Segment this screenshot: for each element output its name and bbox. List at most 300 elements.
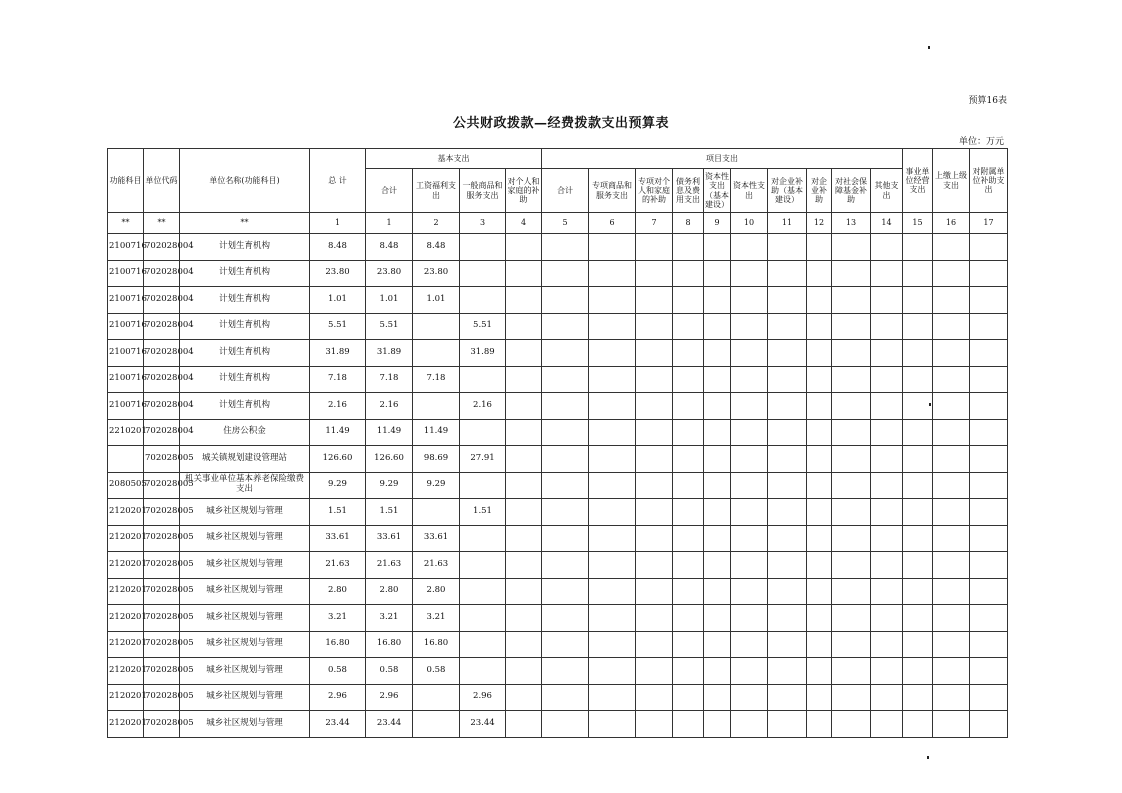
- basic-sum-cell: 23.44: [366, 711, 413, 738]
- empty-cell: [589, 446, 636, 473]
- empty-cell: [731, 711, 768, 738]
- func-code-cell: 2100716: [108, 234, 144, 261]
- col-number: 17: [970, 213, 1008, 234]
- empty-cell: [589, 472, 636, 499]
- empty-cell: [731, 631, 768, 658]
- total-cell: 8.48: [310, 234, 366, 261]
- total-cell: 9.29: [310, 472, 366, 499]
- empty-cell: [589, 234, 636, 261]
- empty-cell: [807, 419, 832, 446]
- unit-code-cell: 702028005: [144, 472, 180, 499]
- empty-cell: [704, 446, 731, 473]
- empty-cell: [768, 260, 807, 287]
- empty-cell: [970, 393, 1008, 420]
- func-code-cell: 2080505: [108, 472, 144, 499]
- col-number: 12: [807, 213, 832, 234]
- salary-cell: 8.48: [413, 234, 460, 261]
- empty-cell: [731, 684, 768, 711]
- empty-cell: [673, 366, 704, 393]
- unit-name-cell: 城乡社区规划与管理: [180, 605, 310, 632]
- empty-cell: [903, 658, 933, 685]
- empty-cell: [832, 658, 871, 685]
- empty-cell: [542, 525, 589, 552]
- empty-cell: [832, 711, 871, 738]
- empty-cell: [903, 605, 933, 632]
- goods-services-cell: 5.51: [460, 313, 506, 340]
- empty-cell: [731, 234, 768, 261]
- empty-cell: [903, 366, 933, 393]
- empty-cell: [970, 658, 1008, 685]
- empty-cell: [589, 631, 636, 658]
- col-number: 13: [832, 213, 871, 234]
- empty-cell: [506, 313, 542, 340]
- empty-cell: [731, 552, 768, 579]
- empty-cell: [933, 711, 970, 738]
- unit-code-cell: 702028005: [144, 605, 180, 632]
- unit-name-cell: 计划生育机构: [180, 366, 310, 393]
- empty-cell: [832, 340, 871, 367]
- header-project-expense: 项目支出: [542, 149, 903, 169]
- goods-services-cell: 2.96: [460, 684, 506, 711]
- empty-cell: [807, 366, 832, 393]
- unit-code-cell: 702028005: [144, 658, 180, 685]
- salary-cell: 0.58: [413, 658, 460, 685]
- total-cell: 126.60: [310, 446, 366, 473]
- empty-cell: [832, 472, 871, 499]
- empty-cell: [506, 525, 542, 552]
- empty-cell: [768, 234, 807, 261]
- unit-code-cell: 702028004: [144, 340, 180, 367]
- salary-cell: 33.61: [413, 525, 460, 552]
- empty-cell: [871, 552, 903, 579]
- empty-cell: [933, 472, 970, 499]
- header-capital-basic: 资本性支出（基本建设）: [704, 169, 731, 213]
- empty-cell: [807, 340, 832, 367]
- header-affiliated-subsidy: 对附属单位补助支出: [970, 149, 1008, 213]
- unit-code-cell: 702028005: [144, 552, 180, 579]
- header-project-sum: 合计: [542, 169, 589, 213]
- empty-cell: [704, 393, 731, 420]
- empty-cell: [673, 446, 704, 473]
- empty-cell: [506, 711, 542, 738]
- empty-cell: [589, 260, 636, 287]
- table-number-label: 预算16表: [968, 96, 1007, 106]
- empty-cell: [704, 552, 731, 579]
- header-personal-subsidy: 对个人和家庭的补助: [506, 169, 542, 213]
- empty-cell: [673, 631, 704, 658]
- goods-services-cell: [460, 234, 506, 261]
- empty-cell: [970, 552, 1008, 579]
- empty-cell: [933, 605, 970, 632]
- page-title: 公共财政拨款—经费拨款支出预算表: [452, 116, 669, 131]
- empty-cell: [704, 631, 731, 658]
- empty-cell: [589, 313, 636, 340]
- salary-cell: 21.63: [413, 552, 460, 579]
- empty-cell: [768, 419, 807, 446]
- empty-cell: [871, 340, 903, 367]
- empty-cell: [970, 366, 1008, 393]
- total-cell: 1.51: [310, 499, 366, 526]
- empty-cell: [933, 499, 970, 526]
- empty-cell: [768, 525, 807, 552]
- total-cell: 23.80: [310, 260, 366, 287]
- empty-cell: [832, 419, 871, 446]
- empty-cell: [704, 472, 731, 499]
- empty-cell: [636, 287, 673, 314]
- empty-cell: [871, 684, 903, 711]
- empty-cell: [673, 578, 704, 605]
- empty-cell: [768, 711, 807, 738]
- total-cell: 16.80: [310, 631, 366, 658]
- header-social-security: 对社会保障基金补助: [832, 169, 871, 213]
- empty-cell: [768, 499, 807, 526]
- empty-cell: [933, 313, 970, 340]
- header-institution-operating: 事业单位经营支出: [903, 149, 933, 213]
- unit-name-cell: 计划生育机构: [180, 287, 310, 314]
- empty-cell: [589, 684, 636, 711]
- scan-speck: [927, 756, 929, 759]
- column-number-row: [108, 213, 1008, 234]
- empty-cell: [903, 631, 933, 658]
- goods-services-cell: [460, 366, 506, 393]
- empty-cell: [768, 313, 807, 340]
- empty-cell: [704, 499, 731, 526]
- unit-name-cell: 城乡社区规划与管理: [180, 684, 310, 711]
- empty-cell: [506, 499, 542, 526]
- empty-cell: [542, 472, 589, 499]
- empty-cell: [542, 393, 589, 420]
- func-code-cell: 2120201: [108, 552, 144, 579]
- table-row: [108, 578, 1008, 605]
- empty-cell: [970, 605, 1008, 632]
- unit-code-cell: 702028005: [144, 499, 180, 526]
- basic-sum-cell: 8.48: [366, 234, 413, 261]
- table-row: [108, 260, 1008, 287]
- empty-cell: [506, 393, 542, 420]
- empty-cell: [636, 260, 673, 287]
- empty-cell: [673, 313, 704, 340]
- empty-cell: [589, 393, 636, 420]
- salary-cell: [413, 711, 460, 738]
- empty-cell: [832, 499, 871, 526]
- salary-cell: 16.80: [413, 631, 460, 658]
- header-basic-sum: 合计: [366, 169, 413, 213]
- unit-name-cell: 城乡社区规划与管理: [180, 525, 310, 552]
- empty-cell: [589, 419, 636, 446]
- func-code-cell: 2120201: [108, 578, 144, 605]
- empty-cell: [636, 525, 673, 552]
- header-special-personal: 专项对个人和家庭的补助: [636, 169, 673, 213]
- empty-cell: [673, 711, 704, 738]
- empty-cell: [731, 605, 768, 632]
- empty-cell: [704, 260, 731, 287]
- table-row: [108, 287, 1008, 314]
- salary-cell: [413, 684, 460, 711]
- unit-code-cell: 702028004: [144, 393, 180, 420]
- empty-cell: [636, 446, 673, 473]
- empty-cell: [636, 472, 673, 499]
- scan-speck: [928, 46, 930, 49]
- empty-cell: [636, 631, 673, 658]
- empty-cell: [704, 605, 731, 632]
- basic-sum-cell: 2.80: [366, 578, 413, 605]
- func-code-cell: 2120201: [108, 684, 144, 711]
- empty-cell: [933, 234, 970, 261]
- empty-cell: [673, 393, 704, 420]
- table-row: [108, 552, 1008, 579]
- empty-cell: [903, 287, 933, 314]
- empty-cell: [731, 287, 768, 314]
- goods-services-cell: [460, 605, 506, 632]
- empty-cell: [903, 525, 933, 552]
- col-number: 7: [636, 213, 673, 234]
- salary-cell: [413, 340, 460, 367]
- table-row: [108, 340, 1008, 367]
- total-cell: 2.96: [310, 684, 366, 711]
- empty-cell: [970, 578, 1008, 605]
- func-code-cell: [108, 446, 144, 473]
- empty-cell: [871, 234, 903, 261]
- empty-cell: [636, 499, 673, 526]
- empty-cell: [731, 393, 768, 420]
- empty-cell: [933, 658, 970, 685]
- table-body: [108, 234, 1008, 738]
- basic-sum-cell: 3.21: [366, 605, 413, 632]
- func-code-cell: 2100716: [108, 393, 144, 420]
- empty-cell: [832, 525, 871, 552]
- unit-code-cell: 702028004: [144, 287, 180, 314]
- empty-cell: [970, 313, 1008, 340]
- salary-cell: 3.21: [413, 605, 460, 632]
- salary-cell: 9.29: [413, 472, 460, 499]
- empty-cell: [933, 393, 970, 420]
- empty-cell: [903, 578, 933, 605]
- table-row: [108, 499, 1008, 526]
- unit-name-cell: 城乡社区规划与管理: [180, 631, 310, 658]
- table-row: [108, 711, 1008, 738]
- table-row: [108, 366, 1008, 393]
- empty-cell: [589, 578, 636, 605]
- salary-cell: [413, 313, 460, 340]
- star-cell: **: [108, 213, 144, 234]
- unit-code-cell: 702028005: [144, 446, 180, 473]
- unit-code-cell: 702028004: [144, 234, 180, 261]
- basic-sum-cell: 16.80: [366, 631, 413, 658]
- empty-cell: [731, 578, 768, 605]
- empty-cell: [903, 499, 933, 526]
- empty-cell: [542, 684, 589, 711]
- func-code-cell: 2100716: [108, 260, 144, 287]
- empty-cell: [871, 419, 903, 446]
- salary-cell: [413, 499, 460, 526]
- empty-cell: [673, 287, 704, 314]
- table-row: [108, 234, 1008, 261]
- basic-sum-cell: 126.60: [366, 446, 413, 473]
- empty-cell: [704, 340, 731, 367]
- basic-sum-cell: 11.49: [366, 419, 413, 446]
- table-row: [108, 525, 1008, 552]
- empty-cell: [589, 340, 636, 367]
- col-number: 16: [933, 213, 970, 234]
- empty-cell: [903, 552, 933, 579]
- goods-services-cell: [460, 287, 506, 314]
- empty-cell: [589, 658, 636, 685]
- header-salary-welfare: 工资福利支出: [413, 169, 460, 213]
- empty-cell: [589, 366, 636, 393]
- col-number: 15: [903, 213, 933, 234]
- empty-cell: [636, 658, 673, 685]
- empty-cell: [871, 446, 903, 473]
- empty-cell: [903, 684, 933, 711]
- empty-cell: [731, 658, 768, 685]
- header-goods-services: 一般商品和服务支出: [460, 169, 506, 213]
- empty-cell: [542, 658, 589, 685]
- empty-cell: [506, 287, 542, 314]
- col-number: 1: [310, 213, 366, 234]
- table-row: [108, 631, 1008, 658]
- total-cell: 3.21: [310, 605, 366, 632]
- unit-name-cell: 城乡社区规划与管理: [180, 578, 310, 605]
- salary-cell: [413, 393, 460, 420]
- empty-cell: [731, 260, 768, 287]
- empty-cell: [704, 578, 731, 605]
- goods-services-cell: [460, 419, 506, 446]
- func-code-cell: 2120201: [108, 631, 144, 658]
- empty-cell: [933, 552, 970, 579]
- empty-cell: [731, 313, 768, 340]
- star-cell: **: [180, 213, 310, 234]
- empty-cell: [871, 711, 903, 738]
- header-unit-name: 单位名称(功能科目): [180, 149, 310, 213]
- empty-cell: [832, 605, 871, 632]
- header-special-goods: 专项商品和服务支出: [589, 169, 636, 213]
- empty-cell: [832, 260, 871, 287]
- goods-services-cell: [460, 525, 506, 552]
- empty-cell: [542, 340, 589, 367]
- empty-cell: [807, 313, 832, 340]
- func-code-cell: 2100716: [108, 340, 144, 367]
- empty-cell: [832, 552, 871, 579]
- empty-cell: [768, 578, 807, 605]
- empty-cell: [807, 711, 832, 738]
- total-cell: 2.80: [310, 578, 366, 605]
- star-cell: **: [144, 213, 180, 234]
- empty-cell: [970, 499, 1008, 526]
- empty-cell: [542, 446, 589, 473]
- empty-cell: [506, 366, 542, 393]
- func-code-cell: 2120201: [108, 711, 144, 738]
- empty-cell: [933, 366, 970, 393]
- total-cell: 21.63: [310, 552, 366, 579]
- empty-cell: [970, 525, 1008, 552]
- empty-cell: [933, 525, 970, 552]
- empty-cell: [589, 605, 636, 632]
- header-upper-payment: 上缴上级支出: [933, 149, 970, 213]
- empty-cell: [832, 631, 871, 658]
- empty-cell: [832, 393, 871, 420]
- empty-cell: [970, 472, 1008, 499]
- empty-cell: [589, 525, 636, 552]
- empty-cell: [542, 605, 589, 632]
- empty-cell: [542, 287, 589, 314]
- basic-sum-cell: 33.61: [366, 525, 413, 552]
- empty-cell: [970, 340, 1008, 367]
- empty-cell: [807, 631, 832, 658]
- empty-cell: [542, 499, 589, 526]
- goods-services-cell: 23.44: [460, 711, 506, 738]
- empty-cell: [768, 340, 807, 367]
- empty-cell: [832, 366, 871, 393]
- salary-cell: 23.80: [413, 260, 460, 287]
- empty-cell: [542, 578, 589, 605]
- total-cell: 11.49: [310, 419, 366, 446]
- empty-cell: [903, 313, 933, 340]
- empty-cell: [903, 419, 933, 446]
- empty-cell: [673, 684, 704, 711]
- table-row: [108, 472, 1008, 499]
- empty-cell: [970, 711, 1008, 738]
- empty-cell: [903, 340, 933, 367]
- func-code-cell: 2100716: [108, 313, 144, 340]
- unit-code-cell: 702028005: [144, 525, 180, 552]
- empty-cell: [731, 446, 768, 473]
- unit-code-cell: 702028004: [144, 260, 180, 287]
- goods-services-cell: [460, 552, 506, 579]
- table-row: [108, 684, 1008, 711]
- empty-cell: [506, 419, 542, 446]
- empty-cell: [871, 525, 903, 552]
- empty-cell: [970, 419, 1008, 446]
- empty-cell: [704, 313, 731, 340]
- basic-sum-cell: 23.80: [366, 260, 413, 287]
- empty-cell: [807, 552, 832, 579]
- goods-services-cell: 31.89: [460, 340, 506, 367]
- func-code-cell: 2100716: [108, 287, 144, 314]
- basic-sum-cell: 7.18: [366, 366, 413, 393]
- empty-cell: [871, 658, 903, 685]
- unit-name-cell: 计划生育机构: [180, 260, 310, 287]
- empty-cell: [933, 340, 970, 367]
- empty-cell: [832, 578, 871, 605]
- empty-cell: [506, 472, 542, 499]
- empty-cell: [807, 499, 832, 526]
- empty-cell: [933, 419, 970, 446]
- empty-cell: [636, 419, 673, 446]
- empty-cell: [832, 684, 871, 711]
- total-cell: 2.16: [310, 393, 366, 420]
- empty-cell: [636, 552, 673, 579]
- empty-cell: [970, 234, 1008, 261]
- empty-cell: [903, 234, 933, 261]
- empty-cell: [871, 287, 903, 314]
- empty-cell: [731, 472, 768, 499]
- empty-cell: [807, 234, 832, 261]
- header-total: 总 计: [310, 149, 366, 213]
- empty-cell: [542, 366, 589, 393]
- empty-cell: [673, 525, 704, 552]
- total-cell: 0.58: [310, 658, 366, 685]
- func-code-cell: 2210201: [108, 419, 144, 446]
- unit-name-cell: 计划生育机构: [180, 313, 310, 340]
- empty-cell: [768, 446, 807, 473]
- unit-name-cell: 住房公积金: [180, 419, 310, 446]
- empty-cell: [636, 340, 673, 367]
- empty-cell: [636, 684, 673, 711]
- unit-code-cell: 702028004: [144, 366, 180, 393]
- basic-sum-cell: 31.89: [366, 340, 413, 367]
- unit-name-cell: 城乡社区规划与管理: [180, 658, 310, 685]
- empty-cell: [542, 552, 589, 579]
